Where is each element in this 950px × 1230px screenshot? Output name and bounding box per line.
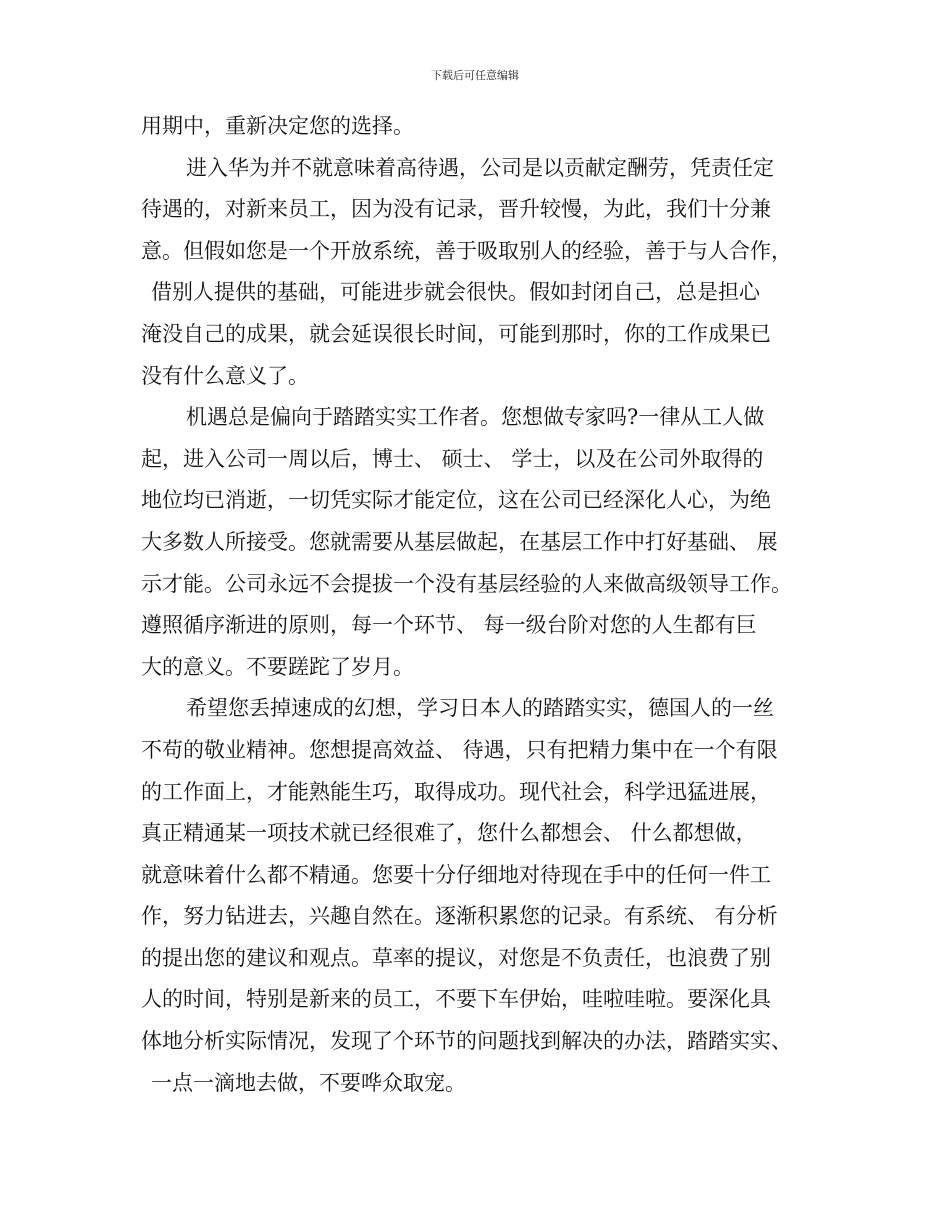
text-line: 作，努力钻进去，兴趣自然在。逐渐积累您的记录。有系统、 有分析 [141, 904, 778, 929]
paragraph-start-line: 进入华为并不就意味着高待遇，公司是以贡献定酬劳，凭责任定 [186, 155, 774, 180]
text-line: 淹没自己的成果，就会延误很长时间，可能到那时，你的工作成果已 [141, 321, 771, 346]
text-line: 不苟的敬业精神。您想提高效益、 待遇，只有把精力集中在一个有限 [141, 737, 778, 762]
paragraph-start-line: 希望您丢掉速成的幻想，学习日本人的踏踏实实，德国人的一丝 [186, 696, 774, 721]
text-line: 用期中，重新决定您的选择。 [141, 114, 414, 138]
text-line: 地位均已消逝，一切凭实际才能定位，这在公司已经深化人心，为绝 [141, 488, 771, 513]
text-line: 待遇的，对新来员工，因为没有记录，晋升较慢，为此，我们十分兼 [141, 197, 771, 222]
text-line: 一点一滴地去做，不要哗众取宠。 [151, 1070, 466, 1095]
text-line: 人的时间，特别是新来的员工，不要下车伊始，哇啦哇啦。要深化具 [141, 987, 771, 1012]
text-line: 大多数人所接受。您就需要从基层做起，在基层工作中打好基础、 展 [141, 529, 778, 554]
text-line: 的工作面上，才能熟能生巧，取得成功。现代社会，科学迅猛进展， [141, 779, 771, 804]
text-line: 的提出您的建议和观点。草率的提议，对您是不负责任，也浪费了别 [141, 945, 771, 970]
paragraph-start-line: 机遇总是偏向于踏踏实实工作者。您想做专家吗?一律从工人做 [186, 405, 765, 430]
text-line: 起，进入公司一周以后，博士、 硕士、 学士，以及在公司外取得的 [141, 446, 764, 471]
text-line: 大的意义。不要蹉跎了岁月。 [141, 654, 414, 679]
text-line: 示才能。公司永远不会提拔一个没有基层经验的人来做高级领导工作。 [141, 571, 792, 596]
document-body [141, 106, 841, 1104]
text-line: 真正精通某一项技术就已经很难了，您什么都想会、 什么都想做， [141, 821, 757, 846]
text-line: 就意味着什么都不精通。您要十分仔细地对待现在手中的任何一件工 [141, 862, 771, 887]
text-line: 体地分析实际情况，发现了个环节的问题找到解决的办法，踏踏实实、 [141, 1029, 792, 1054]
text-line: 意。但假如您是一个开放系统，善于吸取别人的经验，善于与人合作， [141, 238, 792, 263]
text-line: 遵照循序渐进的原则，每一个环节、 每一级台阶对您的人生都有巨 [141, 613, 757, 638]
text-line: 没有什么意义了。 [141, 363, 309, 388]
page-header: 下载后可任意编辑 [431, 69, 519, 82]
text-line: 借别人提供的基础，可能进步就会很快。假如封闭自己，总是担心 [151, 280, 760, 305]
